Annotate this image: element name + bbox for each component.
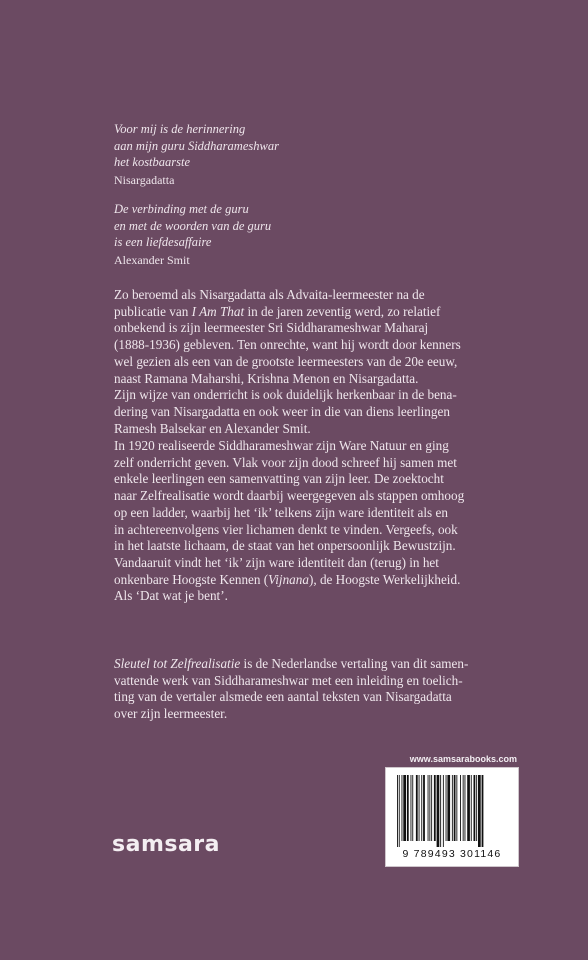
barcode-bar	[407, 775, 409, 841]
barcode-bar	[454, 775, 456, 841]
text-line: vattende werk van Siddharameshwar met een inleiding en toelich-	[114, 672, 463, 688]
text-line: Sleutel tot Zelfrealisatie is de Nederlandse vertaling van dit samen-	[114, 656, 469, 671]
barcode-bar	[419, 775, 420, 841]
text-line: Zijn wijze van onderricht is ook duidelijk herkenbaar in de bena-	[114, 387, 457, 403]
barcode-bar	[440, 775, 441, 847]
text-line: publicatie van I Am That in de jaren zeventig werd, zo relatief	[114, 303, 441, 319]
barcode-bar	[447, 775, 450, 841]
barcode-bars	[395, 775, 509, 847]
text-line: naar Zelfrealisatie wordt daarbij weergegeven als stappen omhoog	[114, 488, 465, 504]
barcode-bar	[446, 775, 447, 841]
text-line: zelf onderricht geven. Vlak voor zijn dood schreef hij samen met	[114, 454, 457, 470]
text-line: In 1920 realiseerde Siddharameshwar zijn Ware Natuur en ging	[114, 438, 449, 453]
barcode-bar	[476, 775, 477, 841]
barcode-bar	[474, 775, 476, 841]
blurb-paragraph-1	[114, 287, 534, 437]
isbn-barcode	[385, 767, 519, 867]
publisher-website: www.samsarabooks.com	[409, 754, 517, 764]
text-line: onkenbare Hoogste Kennen (Vijnana), de Hoogste Werkelijkheid.	[114, 571, 461, 587]
text-line: ting van de vertaler alsmede een aantal teksten van Nisargadatta	[114, 689, 452, 705]
text-line: Zo beroemd als Nisargadatta als Advaita-leermeester na de	[114, 287, 425, 302]
epigraph-line: is een liefdesaffaire	[114, 235, 212, 249]
barcode-bar	[397, 775, 398, 847]
barcode-bar	[437, 775, 440, 847]
epigraph-author: Nisargadatta	[114, 172, 175, 187]
text-line: Vandaaruit vindt het ‘ik’ zijn ware identiteit dan (terug) in het	[114, 554, 439, 570]
blurb-paragraph-2	[114, 438, 534, 605]
text-line: dering van Nisargadatta en ook weer in die van diens leerlingen	[114, 403, 450, 419]
epigraph-nisargadatta	[114, 121, 279, 188]
epigraph-author: Alexander Smit	[114, 252, 190, 267]
barcode-bar	[456, 775, 457, 841]
text-line: over zijn leermeester.	[114, 706, 228, 722]
barcode-bar	[431, 775, 432, 841]
barcode-bar	[471, 775, 472, 841]
barcode-bar	[478, 775, 481, 847]
barcode-bar	[399, 775, 400, 847]
book-title-italic: I Am That	[191, 303, 245, 319]
barcode-bar	[402, 775, 403, 841]
text-line: in het laatste lichaam, de staat van het onpersoonlijk Bewustzijn.	[114, 538, 456, 554]
epigraph-line: De verbinding met de guru	[114, 202, 249, 216]
epigraph-line: aan mijn guru Siddharameshwar	[114, 138, 279, 153]
text-line: in achtereenvolgens vier lichamen denkt te vinden. Vergeefs, ook	[114, 521, 458, 537]
barcode-bar	[465, 775, 466, 841]
publisher-logo: samsara	[112, 832, 220, 857]
barcode-bar	[463, 775, 464, 841]
text-line: naast Ramana Maharshi, Krishna Menon en Nisargadatta.	[114, 370, 419, 386]
book-title-italic: Sleutel tot Zelfrealisatie	[114, 656, 241, 671]
text-line: enkele leerlingen een samenvatting van zijn leer. De zoektocht	[114, 471, 444, 487]
barcode-bar	[467, 775, 470, 841]
barcode-bar	[411, 775, 412, 841]
blurb-paragraph-3	[114, 656, 534, 723]
barcode-bar	[460, 775, 461, 841]
epigraph-line: Voor mij is de herinnering	[114, 122, 246, 136]
barcode-bar	[428, 775, 429, 841]
epigraph-line: en met de woorden van de guru	[114, 218, 272, 233]
text-line: Als ‘Dat wat je bent’.	[114, 588, 228, 604]
term-italic: Vijnana	[268, 571, 309, 587]
barcode-bar	[434, 775, 436, 841]
epigraph-smit	[114, 201, 271, 268]
barcode-bar	[443, 775, 444, 847]
barcode-bar	[421, 775, 422, 841]
barcode-bar	[452, 775, 453, 841]
text-line: Ramesh Balsekar en Alexander Smit.	[114, 420, 311, 436]
barcode-bar	[423, 775, 425, 841]
barcode-bar	[412, 775, 413, 841]
text-line: op een ladder, waarbij het ‘ik’ telkens zijn ware identiteit als en	[114, 504, 448, 520]
text-line: wel gezien als een van de grootste leermeesters van de 20e eeuw,	[114, 353, 458, 369]
barcode-bar	[416, 775, 418, 841]
text-line: (1888-1936) gebleven. Ten onrechte, want hij wordt door kenners	[114, 337, 461, 353]
barcode-bar	[429, 775, 430, 841]
text-line: onbekend is zijn leermeester Sri Siddharameshwar Maharaj	[114, 320, 429, 336]
barcode-bar	[482, 775, 484, 847]
epigraph-line: het kostbaarste	[114, 155, 191, 169]
barcode-bar	[403, 775, 406, 841]
isbn-number: 9 789493 301146	[402, 848, 502, 860]
